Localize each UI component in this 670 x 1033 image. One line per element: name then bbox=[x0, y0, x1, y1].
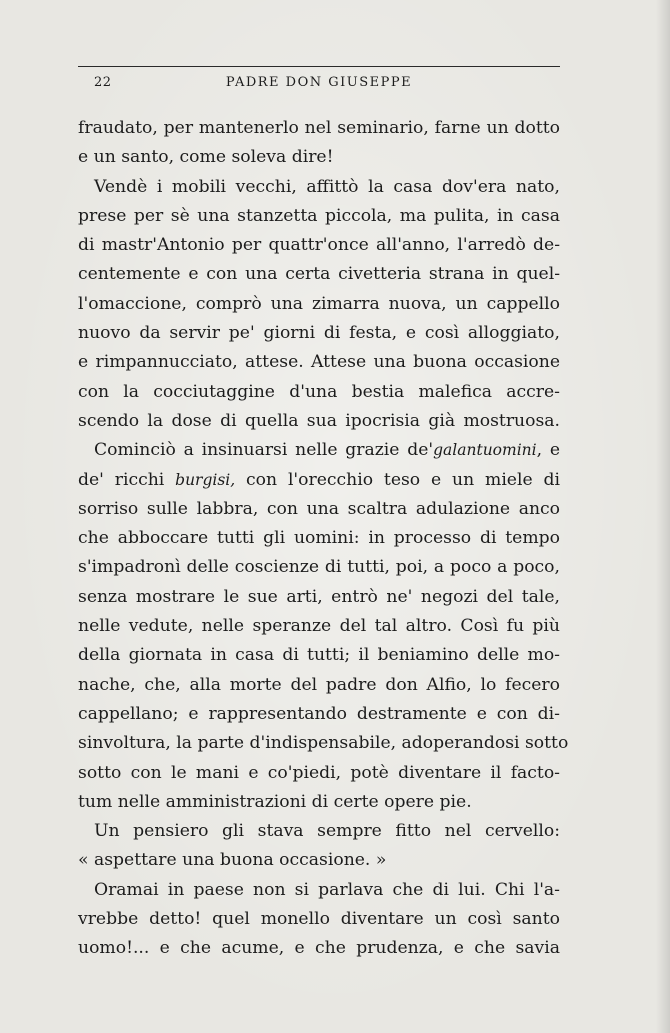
text-line: e rimpannucciato, attese. Attese una buona occasione bbox=[78, 352, 560, 373]
text-segment: de' ricchi bbox=[78, 469, 165, 490]
italic-word: galantuomini bbox=[433, 441, 537, 460]
text-line: tum nelle amministrazioni di certe opere pie. bbox=[78, 791, 472, 812]
text-line: nuovo da servir pe' giorni di festa, e così alloggiato, bbox=[78, 323, 560, 344]
text-line: che abboccare tutti gli uomini: in processo di tempo bbox=[78, 528, 560, 549]
page-edge-shadow bbox=[656, 0, 670, 1033]
text-line: uomo!... e che acume, e che prudenza, e che savia bbox=[78, 938, 560, 959]
text-line: di mastr'Antonio per quattr'once all'anno, l'arredò de- bbox=[78, 235, 560, 256]
text-line: sorriso sulle labbra, con una scaltra adulazione anco bbox=[78, 498, 560, 519]
text-line: Vendè i mobili vecchi, affittò la casa dov'era nato, bbox=[94, 176, 560, 197]
text-line: scendo la dose di quella sua ipocrisia già mostruosa. bbox=[78, 410, 560, 431]
text-line: « aspettare una buona occasione. » bbox=[78, 850, 387, 871]
text-line: fraudato, per mantenerlo nel seminario, farne un dotto bbox=[78, 118, 560, 138]
text-segment: Cominciò a insinuarsi nelle grazie de' bbox=[94, 440, 434, 461]
italic-word: burgisi, bbox=[175, 470, 236, 489]
text-line: sotto con le mani e co'piedi, potè diventare il facto- bbox=[78, 762, 560, 783]
text-line bbox=[78, 466, 560, 495]
text-line: cappellano; e rappresentando destramente e con di- bbox=[78, 703, 560, 724]
text-line: nache, che, alla morte del padre don Alfio, lo fecero bbox=[78, 674, 560, 695]
text-line: senza mostrare le sue arti, entrò ne' negozi del tale, bbox=[78, 586, 560, 607]
page-header bbox=[78, 66, 560, 97]
text-line: centemente e con una certa civetteria strana in quel- bbox=[78, 264, 560, 285]
text-line: Oramai in paese non si parlava che di lui. Chi l'a- bbox=[94, 879, 560, 900]
page-number: 22 bbox=[94, 75, 112, 90]
text-line: e un santo, come soleva dire! bbox=[78, 147, 334, 168]
text-line: nelle vedute, nelle speranze del tal altro. Così fu più bbox=[78, 616, 560, 637]
text-line: con la cocciutaggine d'una bestia malefica accre- bbox=[78, 381, 560, 402]
text-line: Un pensiero gli stava sempre fitto nel cervello: bbox=[94, 821, 560, 842]
running-title: PADRE DON GIUSEPPE bbox=[225, 75, 413, 90]
text-line bbox=[78, 436, 560, 465]
text-line: s'impadronì delle coscienze di tutti, poi, a poco a poco, bbox=[78, 557, 560, 578]
text-line: prese per sè una stanzetta piccola, ma pulita, in casa bbox=[78, 205, 560, 226]
text-line: vrebbe detto! quel monello diventare un così santo bbox=[78, 909, 560, 930]
text-segment: con l'orecchio teso e un miele di bbox=[246, 469, 560, 490]
text-line: sinvoltura, la parte d'indispensabile, adoperandosi sotto bbox=[78, 733, 569, 754]
text-line: della giornata in casa di tutti; il beniamino delle mo- bbox=[78, 645, 560, 666]
text-line: l'omaccione, comprò una zimarra nuova, un cappello bbox=[78, 293, 560, 314]
text-segment: , e bbox=[536, 440, 560, 461]
body-text bbox=[78, 114, 569, 964]
